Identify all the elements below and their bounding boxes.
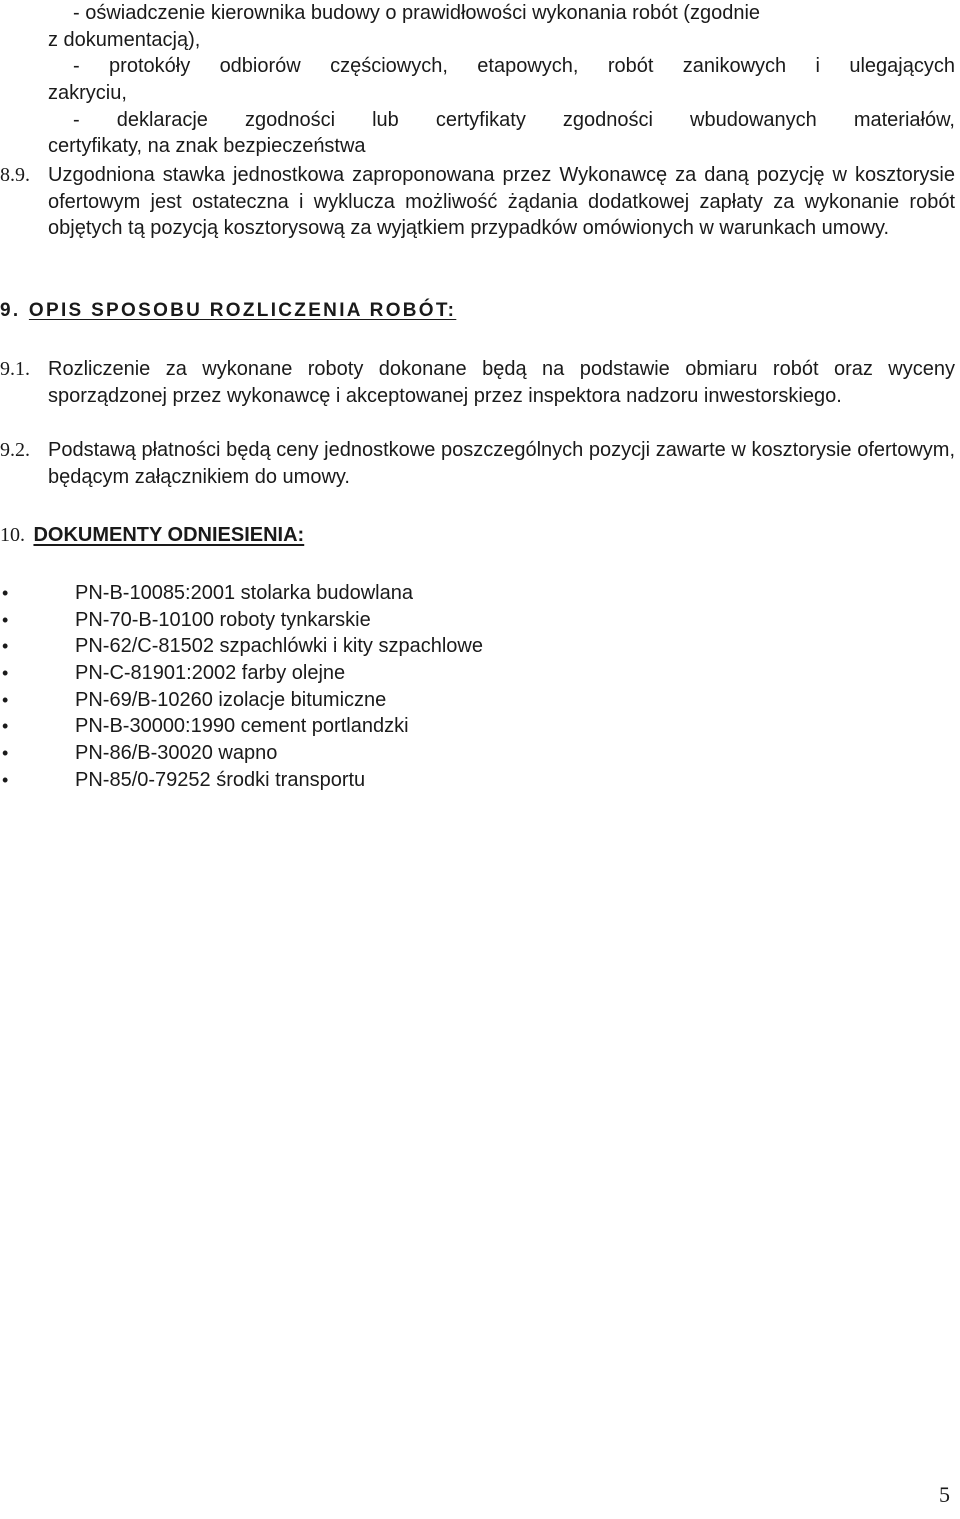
- bullet-icon: •: [2, 743, 9, 764]
- doc-item-1-line-1: - oświadczenie kierownika budowy o prawidłowości wykonania robót (zgodnie: [73, 2, 761, 24]
- reference-list-item: [2, 713, 483, 740]
- doc-item-1-line-2: z dokumentacją),: [48, 29, 201, 51]
- para-9-2-text: Podstawą płatności będą ceny jednostkowe poszczególnych pozycji zawarte w kosztorysie ofertowym, będącym załącznikiem do umowy.: [48, 439, 955, 488]
- doc-item-3-line-2: certyfikaty, na znak bezpieczeństwa: [48, 135, 366, 157]
- reference-list-item: [2, 580, 483, 607]
- reference-text: PN-86/B-30020 wapno: [75, 742, 278, 765]
- section-10-number: 10.: [0, 524, 25, 546]
- doc-item-3-line-1: - deklaracje zgodności lub certyfikaty zgodności wbudowanych materiałów,: [73, 109, 955, 131]
- section-10-title: DOKUMENTY ODNIESIENIA:: [33, 524, 305, 546]
- bullet-icon: •: [2, 609, 9, 630]
- bullet-icon: •: [2, 636, 9, 657]
- bullet-icon: •: [2, 663, 9, 684]
- reference-list: [2, 580, 483, 794]
- bullet-icon: •: [2, 716, 9, 737]
- reference-list-item: [2, 687, 483, 714]
- section-9-heading: [0, 298, 456, 325]
- reference-list-item: [2, 607, 483, 634]
- para-9-2-number: 9.2.: [0, 439, 30, 461]
- para-8-9-text: Uzgodniona stawka jednostkowa zaproponowana przez Wykonawcę za daną pozycję w kosztorysie ofertowym jest ostateczna i wyklucza możliwość żądania dodatkowej zapłaty za wykonanie robót objętych tą pozycją kosztorysową za wyjątkiem przypadków omówionych w warunkach umowy.: [48, 164, 955, 239]
- doc-item-2-line-2: zakryciu,: [48, 82, 127, 104]
- bullet-icon: •: [2, 689, 9, 710]
- reference-text: PN-B-10085:2001 stolarka budowlana: [75, 582, 413, 604]
- para-9-1-number: 9.1.: [0, 358, 30, 380]
- reference-text: PN-62/C-81502 szpachlówki i kity szpachlowe: [75, 635, 483, 658]
- section-9-title: OPIS SPOSOBU ROZLICZENIA ROBÓT:: [28, 300, 457, 321]
- reference-text: PN-C-81901:2002 farby olejne: [75, 662, 346, 685]
- reference-text: PN-69/B-10260 izolacje bitumiczne: [75, 688, 387, 711]
- page-number: 5: [939, 1482, 950, 1507]
- doc-item-2-line-1: - protokóły odbiorów częściowych, etapowych, robót zanikowych i ulegających: [73, 55, 955, 77]
- para-9-1-text: Rozliczenie za wykonane roboty dokonane będą na podstawie obmiaru robót oraz wyceny sporządzonej przez wykonawcę i akceptowanej przez inspektora nadzoru inwestorskiego.: [48, 358, 955, 407]
- reference-list-item: [2, 633, 483, 660]
- section-10-heading: [0, 522, 304, 550]
- bullet-icon: •: [2, 769, 9, 790]
- reference-list-item: [2, 767, 483, 794]
- para-8-9-number: 8.9.: [0, 164, 30, 186]
- bullet-icon: •: [2, 583, 9, 603]
- reference-text: PN-70-B-10100 roboty tynkarskie: [75, 608, 371, 631]
- reference-text: PN-B-30000:1990 cement portlandzki: [75, 715, 409, 738]
- reference-list-item: [2, 740, 483, 767]
- section-9-number: 9.: [0, 300, 21, 321]
- reference-text: PN-85/0-79252 środki transportu: [75, 768, 366, 791]
- reference-list-item: [2, 660, 483, 687]
